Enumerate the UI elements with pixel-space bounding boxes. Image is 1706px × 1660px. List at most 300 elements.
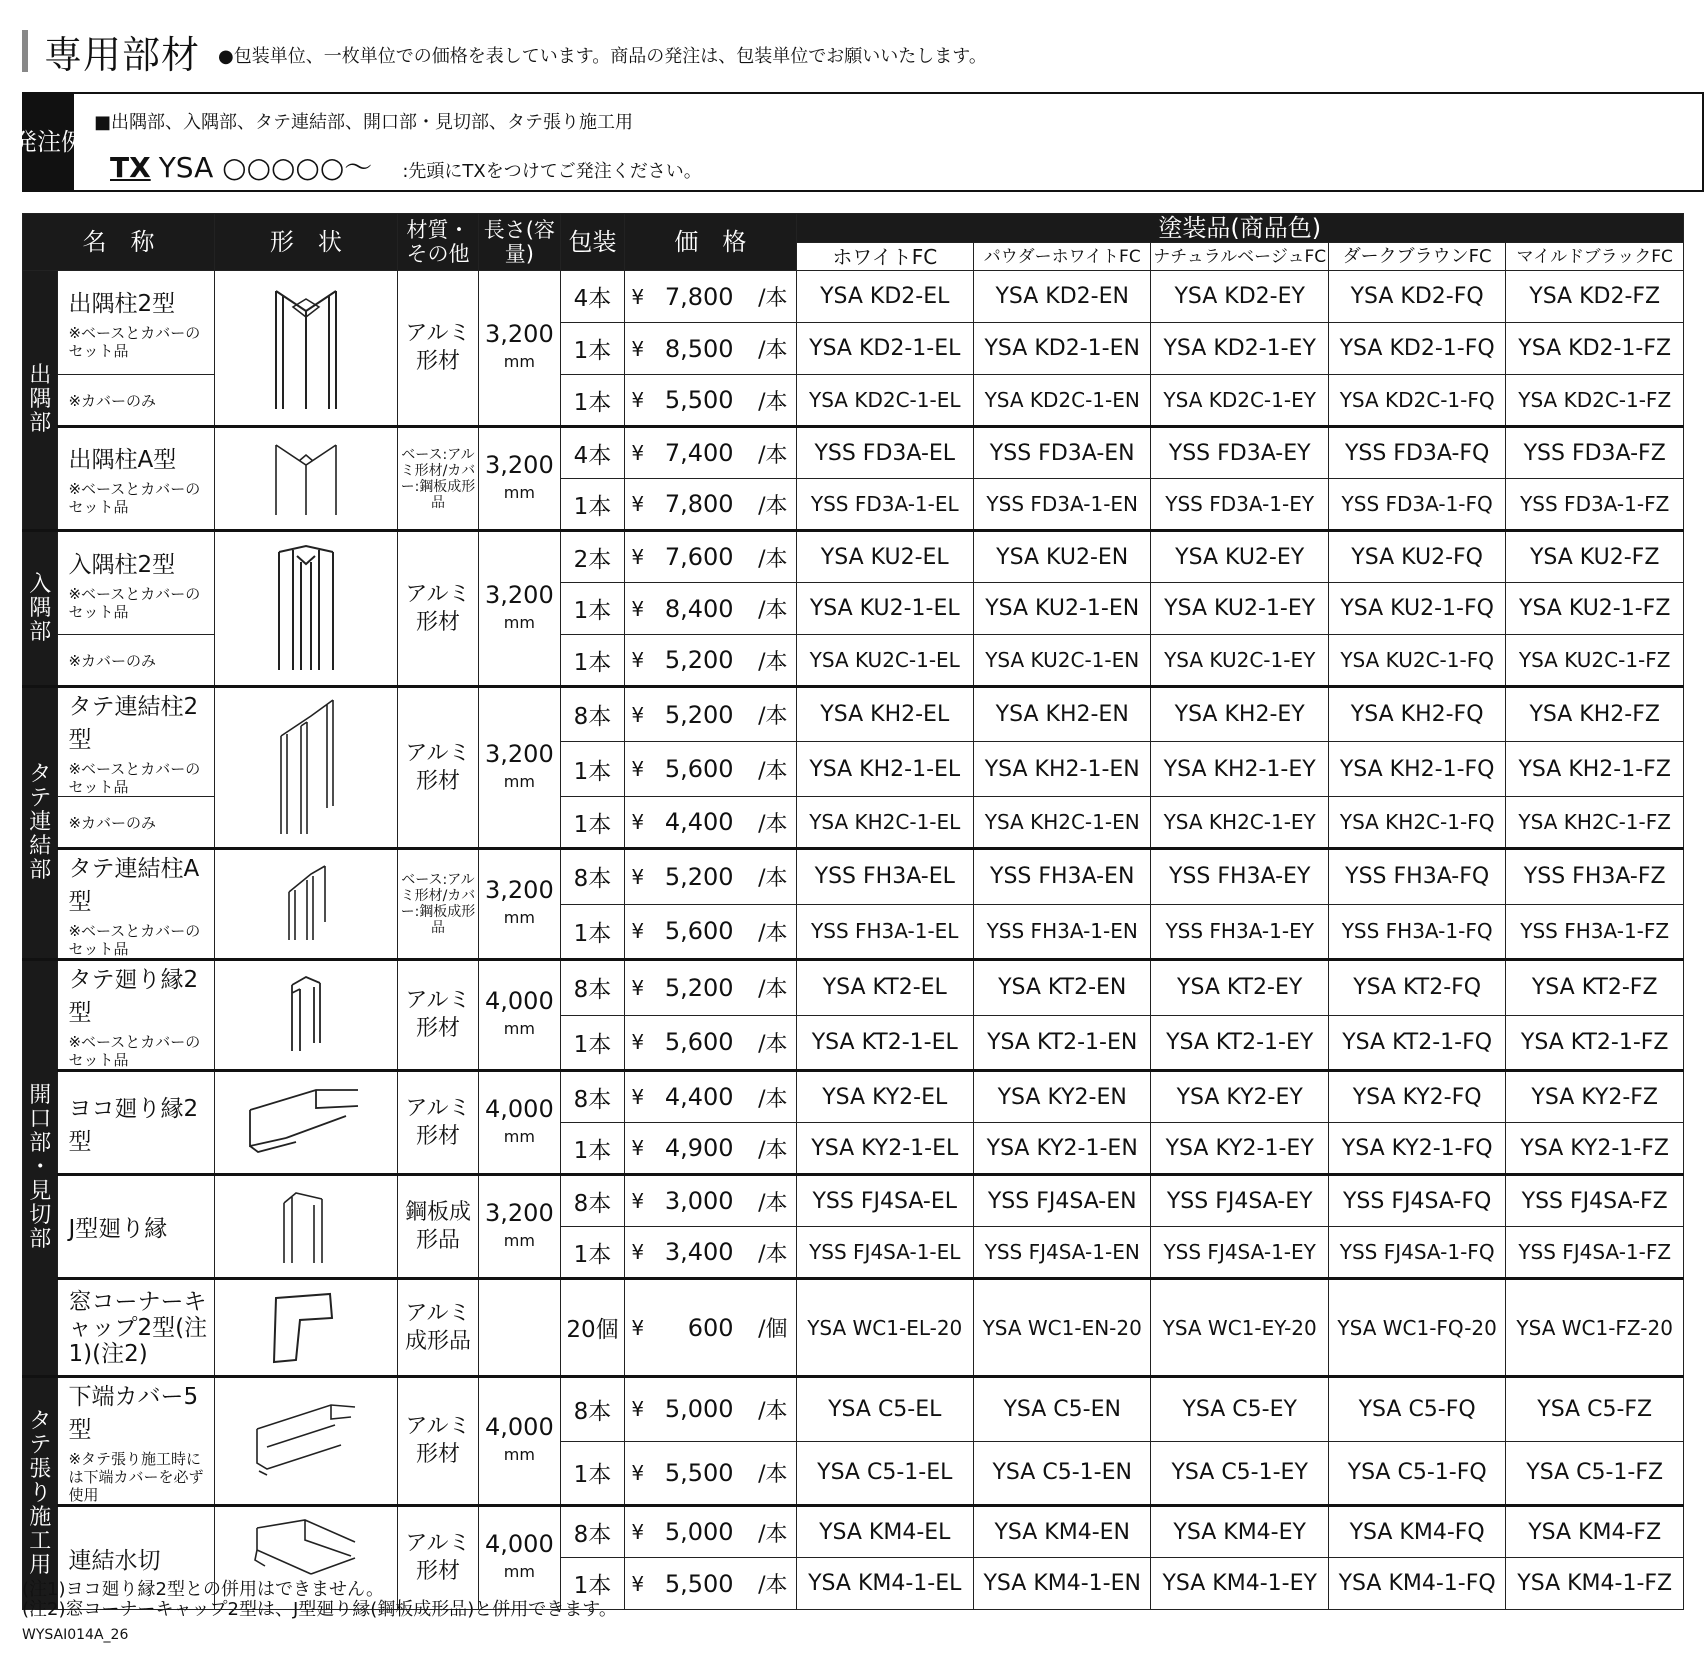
pack-size: 1本 [560, 1227, 625, 1279]
product-code: YSS FJ4SA-FZ [1506, 1175, 1684, 1227]
product-name-kd2: 出隅柱2型 ※ベースとカバーのセット品 [58, 271, 215, 375]
table-row [23, 960, 1684, 1016]
col-name: 名 称 [23, 214, 215, 271]
length: 3,200 mm [479, 1175, 560, 1279]
table-row [23, 687, 1684, 742]
price-value: 5,200 [654, 687, 738, 742]
yen-sign: ¥ [625, 797, 654, 849]
product-code: YSA KD2-FZ [1506, 271, 1684, 323]
price-unit: /本 [738, 1175, 796, 1227]
table-row [23, 849, 1684, 905]
price-value: 4,400 [654, 797, 738, 849]
section-tatebari: タ テ 張 り 施 工 用 [23, 1377, 58, 1610]
length: 4,000 mm [479, 1506, 560, 1610]
pack-size: 1本 [560, 797, 625, 849]
product-code: YSS FJ4SA-EL [796, 1175, 973, 1227]
material: アルミ形材 [397, 271, 478, 427]
product-code: YSA KH2C-1-FZ [1506, 797, 1684, 849]
material: ベース:アルミ形材/カバー:鋼板成形品 [397, 849, 478, 960]
pack-size: 4本 [560, 427, 625, 479]
product-code: YSA KH2-EL [796, 687, 973, 742]
product-name-ku2: 入隅柱2型 ※ベースとカバーのセット品 [58, 531, 215, 635]
material: アルミ形材 [397, 687, 478, 849]
product-code: YSA KY2-FQ [1328, 1071, 1505, 1123]
product-code: YSA KU2-EN [973, 531, 1150, 583]
product-code: YSS FJ4SA-1-EY [1151, 1227, 1328, 1279]
price-value: 3,400 [654, 1227, 738, 1279]
material: 鋼板成形品 [397, 1175, 478, 1279]
yen-sign: ¥ [625, 1377, 654, 1442]
product-code: YSA KD2-EY [1151, 271, 1328, 323]
price-unit: /本 [738, 904, 796, 960]
product-code: YSA C5-EL [796, 1377, 973, 1442]
table-row [23, 1071, 1684, 1123]
yen-sign: ¥ [625, 1227, 654, 1279]
yen-sign: ¥ [625, 583, 654, 635]
yen-sign: ¥ [625, 635, 654, 687]
price-unit: /本 [738, 1015, 796, 1071]
product-code: YSA KM4-EL [796, 1506, 973, 1558]
length: 4,000 mm [479, 960, 560, 1071]
order-hint: :先頭にTXをつけてご発注ください。 [402, 161, 702, 182]
pack-size: 8本 [560, 1175, 625, 1227]
product-code: YSS FJ4SA-FQ [1328, 1175, 1505, 1227]
product-code: YSA KY2-EN [973, 1071, 1150, 1123]
length: 3,200 mm [479, 687, 560, 849]
pack-size: 1本 [560, 1123, 625, 1175]
product-code: YSA KY2-EL [796, 1071, 973, 1123]
product-code: YSS FH3A-EY [1151, 849, 1328, 905]
yen-sign: ¥ [625, 1279, 654, 1377]
product-code: YSA KT2-FZ [1506, 960, 1684, 1016]
product-code: YSA WC1-EN-20 [973, 1279, 1150, 1377]
section-tate: タ テ 連 結 部 [23, 687, 58, 960]
product-code: YSS FH3A-1-EL [796, 904, 973, 960]
price-value: 5,500 [654, 1558, 738, 1610]
product-code: YSA KD2-1-EY [1151, 323, 1328, 375]
product-code: YSA KU2-1-FZ [1506, 583, 1684, 635]
product-code: YSS FJ4SA-EY [1151, 1175, 1328, 1227]
yen-sign: ¥ [625, 1175, 654, 1227]
yen-sign: ¥ [625, 427, 654, 479]
product-code: YSA KH2-1-EN [973, 742, 1150, 797]
product-code: YSS FH3A-FQ [1328, 849, 1505, 905]
price-unit: /本 [738, 375, 796, 427]
product-code: YSA KH2-FQ [1328, 687, 1505, 742]
cover-only-note: ※カバーのみ [58, 635, 215, 687]
product-code: YSA KD2C-1-FQ [1328, 375, 1505, 427]
shape-ky2-image [215, 1071, 398, 1175]
price-value: 5,500 [654, 1441, 738, 1506]
product-code: YSA KD2-1-EL [796, 323, 973, 375]
col-shape: 形 状 [215, 214, 398, 271]
shape-fj4-image [215, 1175, 398, 1279]
pack-size: 1本 [560, 904, 625, 960]
price-value: 5,600 [654, 1015, 738, 1071]
material: ベース:アルミ形材/カバー:鋼板成形品 [397, 427, 478, 531]
product-code: YSA WC1-FQ-20 [1328, 1279, 1505, 1377]
price-unit: /本 [738, 479, 796, 531]
product-code: YSA KY2-1-EN [973, 1123, 1150, 1175]
product-code: YSS FH3A-EL [796, 849, 973, 905]
price-unit: /本 [738, 960, 796, 1016]
product-code: YSA KU2-1-EN [973, 583, 1150, 635]
price-unit: /本 [738, 271, 796, 323]
pack-size: 8本 [560, 849, 625, 905]
material: アルミ形材 [397, 531, 478, 687]
price-value: 7,800 [654, 479, 738, 531]
product-code: YSS FD3A-1-FQ [1328, 479, 1505, 531]
price-unit: /本 [738, 427, 796, 479]
product-name-kh2: タテ連結柱2型 ※ベースとカバーのセット品 [58, 687, 215, 797]
product-code: YSS FD3A-EY [1151, 427, 1328, 479]
product-code: YSS FD3A-EN [973, 427, 1150, 479]
yen-sign: ¥ [625, 479, 654, 531]
product-code: YSA C5-FZ [1506, 1377, 1684, 1442]
price-value: 5,000 [654, 1377, 738, 1442]
product-name-ky2: ヨコ廻り縁2型 [58, 1071, 215, 1175]
col-color-dark-brown: ダークブラウンFC [1328, 243, 1505, 271]
product-code: YSA KD2C-1-EY [1151, 375, 1328, 427]
pack-size: 1本 [560, 583, 625, 635]
product-code: YSA KT2-EY [1151, 960, 1328, 1016]
price-value: 5,200 [654, 849, 738, 905]
product-code: YSA KY2-1-EL [796, 1123, 973, 1175]
product-code: YSA KY2-1-EY [1151, 1123, 1328, 1175]
product-code: YSA C5-1-FQ [1328, 1441, 1505, 1506]
price-value: 5,200 [654, 635, 738, 687]
price-unit: /本 [738, 742, 796, 797]
product-name-fd3a: 出隅柱A型 ※ベースとカバーのセット品 [58, 427, 215, 531]
product-code: YSA KY2-EY [1151, 1071, 1328, 1123]
product-code: YSA KH2-1-EL [796, 742, 973, 797]
product-code: YSA KT2-1-EL [796, 1015, 973, 1071]
price-unit: /本 [738, 1377, 796, 1442]
yen-sign: ¥ [625, 742, 654, 797]
price-value: 8,500 [654, 323, 738, 375]
product-code: YSS FJ4SA-EN [973, 1175, 1150, 1227]
product-code: YSA KT2-1-FZ [1506, 1015, 1684, 1071]
section-irizumi: 入 隅 部 [23, 531, 58, 687]
price-unit: /本 [738, 1123, 796, 1175]
footnote-1: (注1)ヨコ廻り縁2型との併用はできません。 [22, 1579, 385, 1600]
section-dezumi: 出 隅 部 [23, 271, 58, 531]
product-code: YSS FH3A-1-EY [1151, 904, 1328, 960]
price-value: 7,800 [654, 271, 738, 323]
product-code: YSA KM4-FQ [1328, 1506, 1505, 1558]
product-name-wc1: 窓コーナーキャップ2型(注1)(注2) [58, 1279, 215, 1377]
product-code: YSS FJ4SA-1-FQ [1328, 1227, 1505, 1279]
price-value: 7,600 [654, 531, 738, 583]
page-title: 専用部材 [44, 32, 201, 77]
length-empty [479, 1279, 560, 1377]
yen-sign: ¥ [625, 323, 654, 375]
yen-sign: ¥ [625, 1558, 654, 1610]
price-value: 5,600 [654, 904, 738, 960]
product-code: YSS FD3A-EL [796, 427, 973, 479]
product-code: YSA KM4-1-EL [796, 1558, 973, 1610]
length: 3,200 mm [479, 849, 560, 960]
product-code: YSA KM4-1-FZ [1506, 1558, 1684, 1610]
product-code: YSA KM4-1-EN [973, 1558, 1150, 1610]
price-unit: /本 [738, 687, 796, 742]
material: アルミ形材 [397, 960, 478, 1071]
yen-sign: ¥ [625, 531, 654, 583]
price-value: 5,000 [654, 1506, 738, 1558]
product-code: YSS FJ4SA-1-EN [973, 1227, 1150, 1279]
price-value: 5,500 [654, 375, 738, 427]
yen-sign: ¥ [625, 1506, 654, 1558]
product-code: YSA KT2-EL [796, 960, 973, 1016]
yen-sign: ¥ [625, 1071, 654, 1123]
product-code: YSS FD3A-1-EL [796, 479, 973, 531]
yen-sign: ¥ [625, 687, 654, 742]
price-value: 5,600 [654, 742, 738, 797]
order-scope: ■出隅部、入隅部、タテ連結部、開口部・見切部、タテ張り施工用 [94, 112, 634, 133]
product-code: YSA KU2C-1-EL [796, 635, 973, 687]
product-code: YSA KU2-1-FQ [1328, 583, 1505, 635]
product-code: YSA KH2-FZ [1506, 687, 1684, 742]
shape-c5-image [215, 1377, 398, 1506]
pack-size: 4本 [560, 271, 625, 323]
product-code: YSA KT2-1-EN [973, 1015, 1150, 1071]
table-row [23, 531, 1684, 583]
order-example-label: 発 注 例 [24, 94, 74, 190]
price-unit: /本 [738, 323, 796, 375]
product-code: YSA KH2-EN [973, 687, 1150, 742]
shape-kt2-image [215, 960, 398, 1071]
pack-size: 1本 [560, 375, 625, 427]
product-code: YSS FH3A-1-FZ [1506, 904, 1684, 960]
material: アルミ形材 [397, 1506, 478, 1610]
product-code: YSA KH2C-1-EN [973, 797, 1150, 849]
pack-size: 1本 [560, 479, 625, 531]
product-code: YSA KH2C-1-FQ [1328, 797, 1505, 849]
price-value: 600 [654, 1279, 738, 1377]
product-code: YSS FH3A-1-EN [973, 904, 1150, 960]
product-code: YSA KY2-1-FZ [1506, 1123, 1684, 1175]
product-code: YSS FD3A-1-EN [973, 479, 1150, 531]
pack-size: 8本 [560, 687, 625, 742]
pack-size: 1本 [560, 323, 625, 375]
section-kaiko: 開 口 部 ・ 見 切 部 [23, 960, 58, 1377]
pack-size: 8本 [560, 960, 625, 1016]
product-code: YSA KD2-FQ [1328, 271, 1505, 323]
footnote-2: (注2)窓コーナーキャップ2型は、J型廻り縁(鋼板成形品)と併用できます。 [22, 1599, 617, 1620]
shape-kh2-image [215, 687, 398, 849]
table-row [23, 427, 1684, 479]
product-code: YSA KU2-FZ [1506, 531, 1684, 583]
pack-size: 1本 [560, 742, 625, 797]
pack-size: 20個 [560, 1279, 625, 1377]
price-unit: /本 [738, 849, 796, 905]
price-value: 4,900 [654, 1123, 738, 1175]
col-color-powder-white: パウダーホワイトFC [973, 243, 1150, 271]
product-code: YSA KD2-1-FQ [1328, 323, 1505, 375]
material: アルミ形材 [397, 1071, 478, 1175]
product-code: YSA KH2-1-FQ [1328, 742, 1505, 797]
price-unit: /本 [738, 1506, 796, 1558]
price-unit: /本 [738, 1227, 796, 1279]
col-painted: 塗装品(商品色) [796, 214, 1683, 243]
price-unit: /本 [738, 797, 796, 849]
product-code: YSA KY2-1-FQ [1328, 1123, 1505, 1175]
header-bar [22, 30, 28, 72]
product-code: YSS FD3A-FQ [1328, 427, 1505, 479]
footnotes [22, 1580, 617, 1620]
product-code: YSS FD3A-1-EY [1151, 479, 1328, 531]
length: 3,200 mm [479, 531, 560, 687]
order-code-pattern: YSA ○○○○○～ [158, 151, 373, 184]
product-code: YSA KH2C-1-EY [1151, 797, 1328, 849]
product-code: YSA KU2-1-EL [796, 583, 973, 635]
table-row [23, 1506, 1684, 1558]
product-code: YSA C5-EY [1151, 1377, 1328, 1442]
product-code: YSA KU2C-1-FZ [1506, 635, 1684, 687]
price-unit: /個 [738, 1279, 796, 1377]
product-code: YSA C5-1-EN [973, 1441, 1150, 1506]
price-unit: /本 [738, 1558, 796, 1610]
product-code: YSS FH3A-FZ [1506, 849, 1684, 905]
pack-size: 8本 [560, 1377, 625, 1442]
shape-ku2-image [215, 531, 398, 687]
page-header [22, 28, 987, 77]
table-row [23, 271, 1684, 323]
col-material: 材質・その他 [397, 214, 478, 271]
material: アルミ形材 [397, 1377, 478, 1506]
length: 3,200 mm [479, 427, 560, 531]
length: 4,000 mm [479, 1377, 560, 1506]
yen-sign: ¥ [625, 960, 654, 1016]
product-code: YSS FH3A-EN [973, 849, 1150, 905]
length: 3,200 mm [479, 271, 560, 427]
product-name-fh3a: タテ連結柱A型 ※ベースとカバーのセット品 [58, 849, 215, 960]
product-code: YSS FJ4SA-1-FZ [1506, 1227, 1684, 1279]
product-code: YSA C5-1-EL [796, 1441, 973, 1506]
product-code: YSA C5-1-FZ [1506, 1441, 1684, 1506]
pack-size: 2本 [560, 531, 625, 583]
header-note: ●包装単位、一枚単位での価格を表しています。商品の発注は、包装単位でお願いいたします。 [218, 46, 987, 67]
col-color-white: ホワイトFC [796, 243, 973, 271]
price-value: 3,000 [654, 1175, 738, 1227]
pack-size: 8本 [560, 1071, 625, 1123]
product-code: YSA KU2-EY [1151, 531, 1328, 583]
product-code: YSA KY2-FZ [1506, 1071, 1684, 1123]
product-code: YSA KT2-1-FQ [1328, 1015, 1505, 1071]
product-code: YSA KD2-1-EN [973, 323, 1150, 375]
product-name-km4: 連結水切 [58, 1506, 215, 1610]
document-id: WYSAI014A_26 [22, 1627, 129, 1643]
product-code: YSS FD3A-FZ [1506, 427, 1684, 479]
product-code: YSA WC1-FZ-20 [1506, 1279, 1684, 1377]
price-unit: /本 [738, 1441, 796, 1506]
table-row [23, 1377, 1684, 1442]
product-code: YSA KT2-1-EY [1151, 1015, 1328, 1071]
product-code: YSA KM4-1-FQ [1328, 1558, 1505, 1610]
table-row [23, 1279, 1684, 1377]
col-price: 価 格 [625, 214, 796, 271]
pack-size: 1本 [560, 635, 625, 687]
price-value: 7,400 [654, 427, 738, 479]
product-code: YSA KH2C-1-EL [796, 797, 973, 849]
pack-size: 1本 [560, 1558, 625, 1610]
yen-sign: ¥ [625, 271, 654, 323]
shape-wc1-image [215, 1279, 398, 1377]
product-code: YSS FH3A-1-FQ [1328, 904, 1505, 960]
parts-table [22, 213, 1684, 1610]
price-unit: /本 [738, 531, 796, 583]
col-color-natural-beige: ナチュラルベージュFC [1151, 243, 1328, 271]
table-row [23, 1175, 1684, 1227]
product-code: YSA WC1-EY-20 [1151, 1279, 1328, 1377]
shape-fh3a-image [215, 849, 398, 960]
yen-sign: ¥ [625, 1441, 654, 1506]
yen-sign: ¥ [625, 904, 654, 960]
product-code: YSA KD2-1-FZ [1506, 323, 1684, 375]
product-code: YSA KU2C-1-EY [1151, 635, 1328, 687]
product-code: YSA KD2C-1-EL [796, 375, 973, 427]
product-code: YSA KU2-FQ [1328, 531, 1505, 583]
product-name-c5: 下端カバー5型 ※タテ張り施工時には下端カバーを必ず使用 [58, 1377, 215, 1506]
product-code: YSS FJ4SA-1-EL [796, 1227, 973, 1279]
material: アルミ成形品 [397, 1279, 478, 1377]
product-code: YSA KM4-EN [973, 1506, 1150, 1558]
product-code: YSA C5-FQ [1328, 1377, 1505, 1442]
product-code: YSA KU2-EL [796, 531, 973, 583]
yen-sign: ¥ [625, 849, 654, 905]
price-value: 4,400 [654, 1071, 738, 1123]
cover-only-note: ※カバーのみ [58, 797, 215, 849]
product-name-fj4: J型廻り縁 [58, 1175, 215, 1279]
shape-kd2-image [215, 271, 398, 427]
cover-only-note: ※カバーのみ [58, 375, 215, 427]
col-length: 長さ(容量) [479, 214, 560, 271]
pack-size: 1本 [560, 1441, 625, 1506]
product-code: YSA KT2-EN [973, 960, 1150, 1016]
yen-sign: ¥ [625, 375, 654, 427]
product-code: YSA KH2-1-EY [1151, 742, 1328, 797]
product-code: YSA KU2C-1-EN [973, 635, 1150, 687]
product-code: YSA C5-EN [973, 1377, 1150, 1442]
product-code: YSA KM4-1-EY [1151, 1558, 1328, 1610]
product-code: YSA C5-1-EY [1151, 1441, 1328, 1506]
product-code: YSA KD2C-1-FZ [1506, 375, 1684, 427]
product-code: YSA WC1-EL-20 [796, 1279, 973, 1377]
price-unit: /本 [738, 1071, 796, 1123]
product-code: YSA KU2C-1-FQ [1328, 635, 1505, 687]
product-code: YSA KT2-FQ [1328, 960, 1505, 1016]
length: 4,000 mm [479, 1071, 560, 1175]
col-pack: 包装 [560, 214, 625, 271]
product-code: YSA KD2-EN [973, 271, 1150, 323]
shape-fd3a-image [215, 427, 398, 531]
product-code: YSA KH2-1-FZ [1506, 742, 1684, 797]
order-tx-prefix: TX [110, 151, 151, 184]
product-code: YSA KD2-EL [796, 271, 973, 323]
product-code: YSA KM4-EY [1151, 1506, 1328, 1558]
price-unit: /本 [738, 583, 796, 635]
product-code: YSS FD3A-1-FZ [1506, 479, 1684, 531]
order-example-box [13, 92, 1704, 192]
product-code: YSA KD2C-1-EN [973, 375, 1150, 427]
product-code: YSA KM4-FZ [1506, 1506, 1684, 1558]
yen-sign: ¥ [625, 1123, 654, 1175]
price-value: 8,400 [654, 583, 738, 635]
col-color-mild-black: マイルドブラックFC [1506, 243, 1684, 271]
product-code: YSA KH2-EY [1151, 687, 1328, 742]
price-unit: /本 [738, 635, 796, 687]
product-name-kt2: タテ廻り縁2型 ※ベースとカバーのセット品 [58, 960, 215, 1071]
